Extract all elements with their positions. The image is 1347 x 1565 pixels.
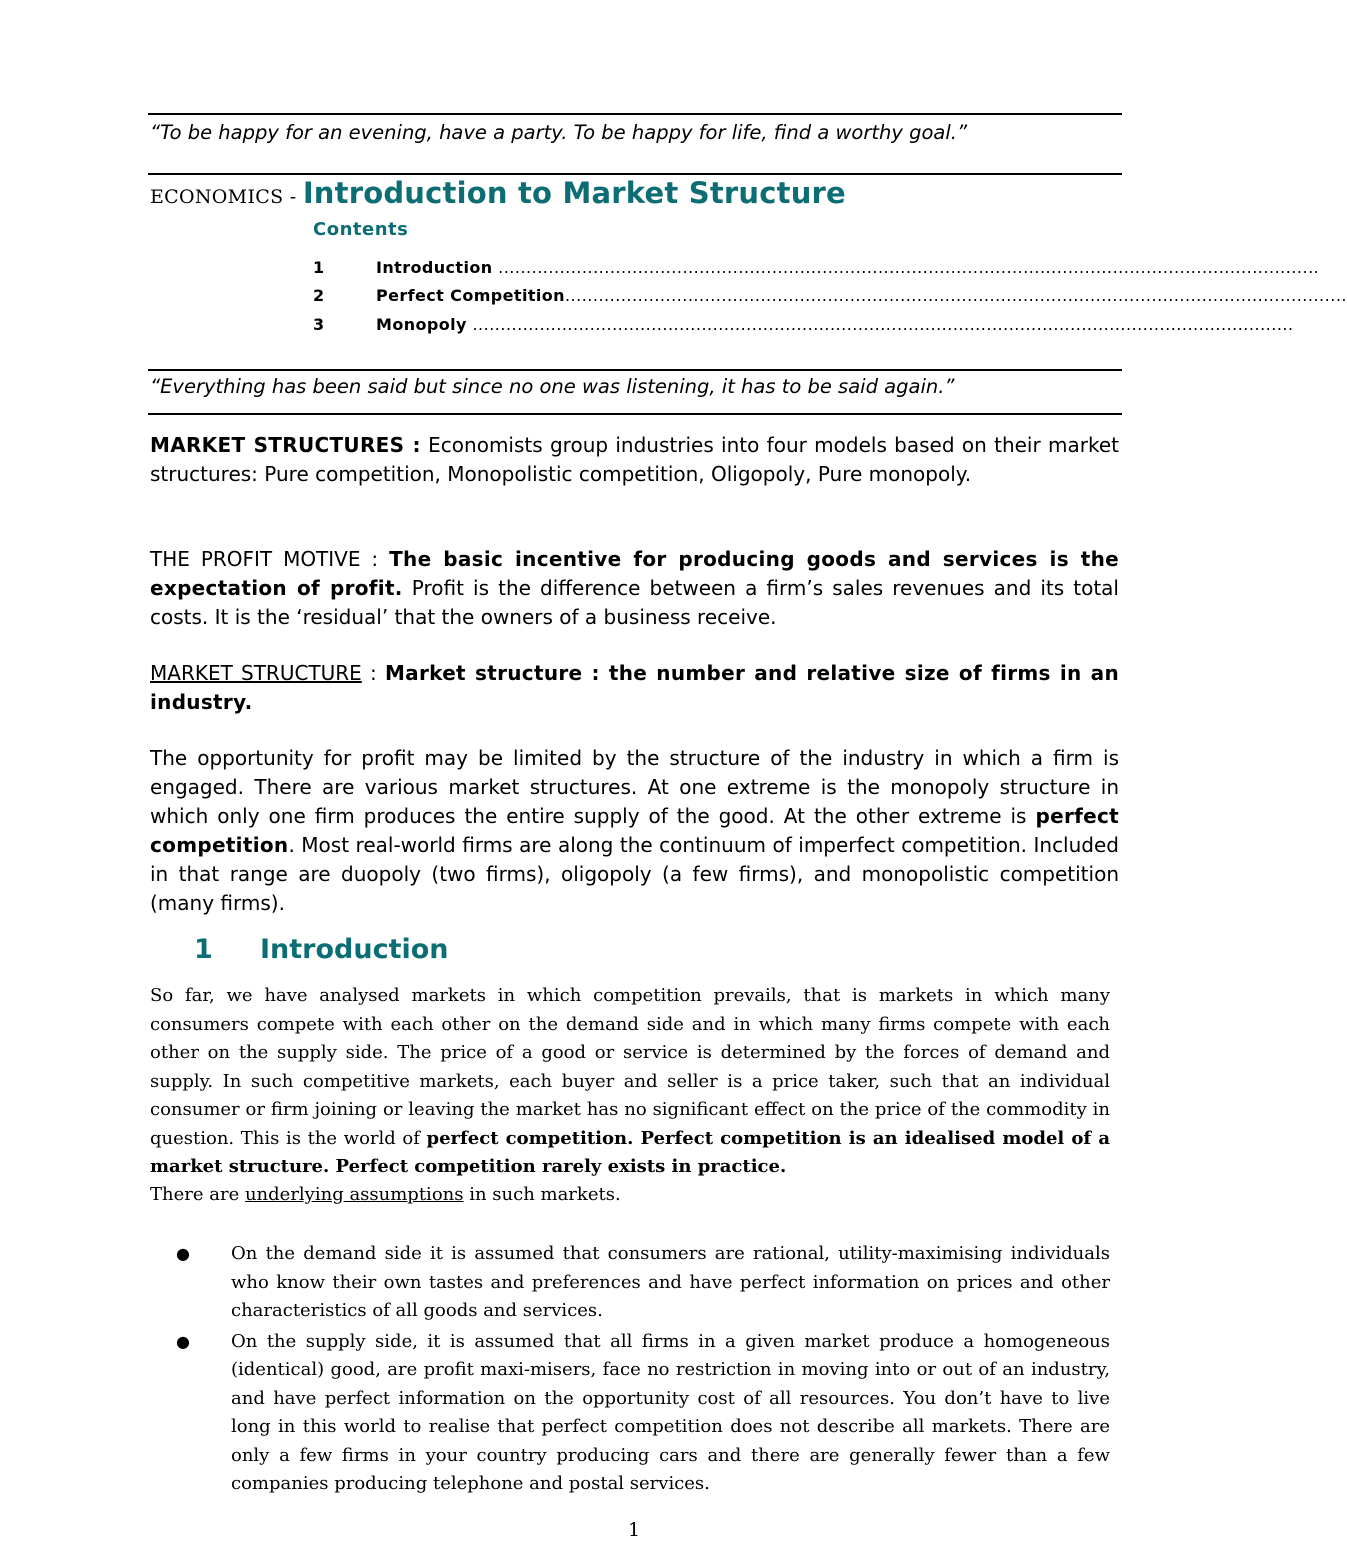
bullet-text: On the demand side it is assumed that consumers are rational, utility-maximising individuals who know their own tastes and preferences and have perfect information on prices and other characteristics of all goods and services. bbox=[231, 1243, 1110, 1321]
list-item bbox=[174, 1240, 1110, 1326]
toc-title: Introduction bbox=[376, 258, 493, 277]
toc-title: Perfect Competition bbox=[376, 286, 565, 305]
bottom-quote: “Everything has been said but since no one was listening, it has to be said again.” bbox=[150, 375, 955, 398]
assumptions-link[interactable]: underlying assumptions bbox=[244, 1184, 464, 1205]
toc-leader: ................................................................................................................................................... bbox=[466, 315, 1294, 334]
profit-motive-label: THE PROFIT MOTIVE : bbox=[150, 547, 390, 571]
top-rule bbox=[148, 113, 1122, 115]
profit-motive-bold: The basic incentive for producing goods and services is the expectation of profit. bbox=[150, 547, 1120, 600]
market-structures-label: MARKET STRUCTURES : bbox=[150, 433, 421, 457]
assumptions-line bbox=[150, 1184, 621, 1205]
section-title: Introduction bbox=[260, 934, 449, 965]
top-quote: “To be happy for an evening, have a party. To be happy for life, find a worthy goal.” bbox=[150, 121, 968, 144]
opportunity-text-1: The opportunity for profit may be limited by the structure of the industry in which a firm is engaged. There are various market structures. At one extreme is the monopoly structure in which only one firm produces the entire supply of the good. At the other extreme is bbox=[150, 746, 1119, 828]
toc-number: 1 bbox=[313, 258, 325, 277]
toc-label bbox=[376, 258, 1320, 277]
bullet-text: On the supply side, it is assumed that all firms in a given market produce a homogeneous (identical) good, are profit maxi-misers, face no restriction in moving into or out of an industry, and have perfect information on the opportunity cost of all resources. You don’t have to live long in this world to realise that perfect competition does not describe all markets. There are only a few firms in your country producing cars and there are generally fewer than a few companies producing telephone and postal services. bbox=[231, 1330, 1110, 1494]
opportunity-text-2: . Most real-world firms are along the continuum of imperfect competition. Included in that range are duopoly (two firms), oligopoly (a few firms), and monopolistic competition (many firms). bbox=[150, 833, 1119, 915]
title-rule bbox=[148, 173, 1122, 175]
toc-leader: ............................................................................................................................................ bbox=[564, 286, 1347, 305]
quote-rule bbox=[148, 413, 1122, 415]
toc-label bbox=[376, 315, 1294, 334]
opportunity-paragraph bbox=[150, 744, 1119, 918]
market-structures-paragraph bbox=[150, 431, 1119, 489]
toc-title: Monopoly bbox=[376, 315, 467, 334]
section-number: 1 bbox=[194, 934, 213, 965]
assumptions-list bbox=[174, 1240, 1110, 1501]
intro-bold-1: perfect competition bbox=[426, 1127, 628, 1149]
toc-number: 2 bbox=[313, 286, 325, 305]
contents-heading: Contents bbox=[313, 219, 409, 240]
introduction-paragraph bbox=[150, 982, 1110, 1182]
profit-motive-text: Profit is the difference between a firm’s sales revenues and its total costs. It is the ‘residual’ that the owners of a business receive. bbox=[150, 576, 1119, 629]
title-text: Introduction to Market Structure bbox=[302, 176, 846, 210]
market-structures-text: Economists group industries into four models based on their market structures: Pure competition, Monopolistic competition, Oligopoly, Pure monopoly. bbox=[150, 433, 1119, 486]
toc-entry[interactable] bbox=[313, 315, 1294, 339]
toc-number: 3 bbox=[313, 315, 325, 334]
intro-bold-2: . Perfect competition is an idealised model of a market structure. Perfect competition rarely exists in practice. bbox=[150, 1127, 1110, 1177]
toc-label bbox=[376, 286, 1347, 305]
section-heading-introduction bbox=[194, 934, 449, 965]
page-number: 1 bbox=[627, 1519, 641, 1541]
opportunity-bold: perfect competition bbox=[150, 804, 1119, 857]
assumptions-post: in such markets. bbox=[463, 1184, 621, 1205]
list-item bbox=[174, 1328, 1110, 1499]
market-structure-separator: : bbox=[361, 661, 385, 685]
market-structure-bold: Market structure : the number and relative size of firms in an industry. bbox=[150, 661, 1119, 714]
profit-motive-paragraph bbox=[150, 545, 1119, 632]
subject-label: ECONOMICS - bbox=[150, 186, 303, 208]
toc-entry[interactable] bbox=[313, 286, 1347, 310]
market-structure-label: MARKET STRUCTURE bbox=[150, 661, 362, 685]
contents-rule bbox=[148, 369, 1122, 371]
toc-leader: ................................................................................................................................................... bbox=[492, 258, 1320, 277]
page-title bbox=[150, 176, 846, 210]
bullet-icon: ● bbox=[176, 1331, 190, 1351]
bullet-icon: ● bbox=[176, 1244, 190, 1263]
assumptions-pre: There are bbox=[150, 1184, 245, 1205]
market-structure-definition bbox=[150, 659, 1119, 717]
toc-entry[interactable] bbox=[313, 258, 1320, 282]
intro-text: So far, we have analysed markets in which competition prevails, that is markets in which many consumers compete with each other on the demand side and in which many firms compete with each other on the supply side. The price of a good or service is determined by the forces of demand and supply. In such competitive markets, each buyer and seller is a price taker, such that an individual consumer or firm joining or leaving the market has no significant effect on the price of the commodity in question. This is the world of bbox=[150, 985, 1110, 1149]
